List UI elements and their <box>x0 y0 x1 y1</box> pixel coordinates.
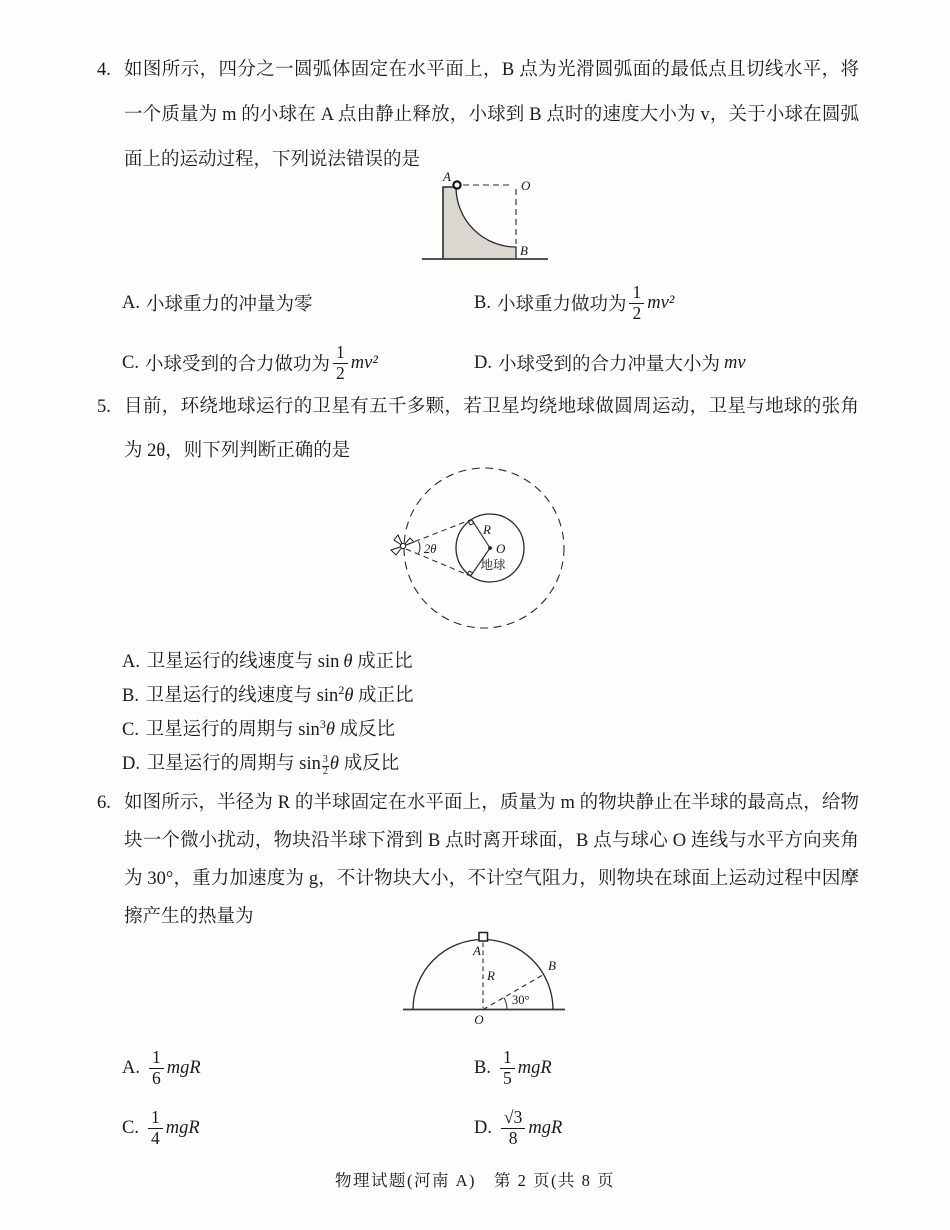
option-label: C. <box>122 720 139 740</box>
exponent-fraction: $\frac{3}{2}$ <box>322 754 328 777</box>
q5-option-a: A. 卫星运行的线速度与 sin θ 成正比 <box>122 652 413 672</box>
question-6 <box>97 784 859 936</box>
formula: mv² <box>647 292 675 313</box>
radius-label: R <box>483 522 491 537</box>
point-label-a: A <box>473 943 481 958</box>
question-5-number: 5. <box>97 397 111 417</box>
question-4-text: 如图所示，四分之一圆弧体固定在水平面上，B 点为光滑圆弧面的最低点且切线水平，将一个质量为 m 的小球在 A 点由静止释放，小球到 B 点时的速度大小为 v，关于小球在圆弧面上的运动过程，下列说法错误的是 <box>124 60 859 170</box>
fraction: $\frac{√3}{8}$ <box>501 1108 525 1148</box>
radius-label: R <box>487 968 495 983</box>
fraction: $\frac{1}{5}$ <box>500 1048 515 1088</box>
earth-label: 地球 <box>480 558 506 572</box>
q6-hemisphere-diagram <box>380 925 610 1040</box>
option-text: 卫星运行的周期与 sin <box>146 754 321 774</box>
option-label: D. <box>474 352 492 373</box>
q4-options <box>122 277 746 389</box>
q6-option-a <box>122 1042 474 1094</box>
fraction: $\frac{1}{2}$ <box>629 283 644 323</box>
point-label-b: B <box>548 958 556 973</box>
q5-satellite-orbit-diagram <box>380 460 580 645</box>
question-6-text: 如图所示，半径为 R 的半球固定在水平面上，质量为 m 的物块静止在半球的最高点，给物块一个微小扰动，物块沿半球下滑到 B 点时离开球面，B 点与球心 O 连线与水平方向夹角为 30°，重力加速度为 g，不计物块大小，不计空气阻力，则物块在球面上运动过程中因摩擦产生的热量为 <box>124 793 859 927</box>
q5-option-d: D. 卫星运行的周期与 sin $\frac{3}{2}$ θ 成反比 <box>122 754 400 777</box>
center-label: O <box>496 541 506 556</box>
q6-option-d <box>474 1102 562 1154</box>
formula: mgR <box>528 1117 563 1138</box>
option-label: C. <box>122 1117 139 1138</box>
formula: mgR <box>166 1057 201 1078</box>
option-label: D. <box>474 1117 492 1138</box>
fraction: $\frac{1}{2}$ <box>333 343 348 383</box>
fraction: $\frac{1}{6}$ <box>149 1048 164 1088</box>
option-label: D. <box>122 754 140 774</box>
question-5-text: 目前，环绕地球运行的卫星有五千多颗，若卫星均绕地球做圆周运动，卫星与地球的张角为 2θ，则下列判断正确的是 <box>124 397 859 461</box>
option-text: 小球重力的冲量为零 <box>146 295 313 315</box>
angle-arc <box>504 998 507 1010</box>
formula: mgR <box>517 1057 552 1078</box>
option-label: B. <box>474 1057 491 1078</box>
satellite-icon <box>391 535 414 555</box>
center-label: O <box>474 1012 484 1027</box>
page-footer: 物理试题(河南 A) 第 2 页(共 8 页 <box>334 1171 616 1190</box>
angle-label: 30° <box>512 993 530 1007</box>
q5-option-b: B. 卫星运行的线速度与 $\sin^2\theta$ 成正比 <box>122 683 414 706</box>
q4-option-a <box>122 277 474 329</box>
ball-icon <box>453 181 460 188</box>
q4-quarter-arc-diagram <box>420 160 600 285</box>
option-text: 小球受到的合力冲量大小为 <box>498 355 721 375</box>
angle-label: 2θ <box>424 542 437 556</box>
q5-options <box>122 645 414 781</box>
formula: mv² <box>350 352 378 373</box>
option-text: 小球受到的合力做功为 <box>144 355 330 375</box>
question-4-number: 4. <box>97 60 111 80</box>
option-label: B. <box>474 292 491 313</box>
q5-option-c: C. 卫星运行的周期与 $\sin^3\theta$ 成反比 <box>122 717 396 740</box>
option-label: C. <box>122 352 139 373</box>
formula: mv <box>724 352 746 373</box>
option-text: 卫星运行的周期与 sin <box>145 720 320 740</box>
q4-option-c <box>122 337 474 389</box>
option-text: 卫星运行的线速度与 sin <box>146 652 340 672</box>
q6-options <box>122 1042 562 1154</box>
fraction: $\frac{1}{4}$ <box>148 1108 163 1148</box>
option-text: 小球重力做功为 <box>496 295 627 315</box>
angle-arc <box>419 542 420 554</box>
q6-option-c <box>122 1102 474 1154</box>
point-label-b: B <box>520 243 528 258</box>
option-label: A. <box>122 1057 140 1078</box>
q4-option-b <box>474 277 746 329</box>
block-icon <box>479 933 488 942</box>
formula: mgR <box>165 1117 200 1138</box>
point-label-a: A <box>443 169 451 184</box>
option-label: A. <box>122 292 140 313</box>
q6-option-b <box>474 1042 562 1094</box>
option-text: 卫星运行的线速度与 sin <box>145 686 339 706</box>
option-label: A. <box>122 652 140 672</box>
right-angle-mark <box>467 571 473 576</box>
option-label: B. <box>122 686 139 706</box>
point-label-o: O <box>521 178 531 193</box>
question-6-number: 6. <box>97 793 111 813</box>
q4-option-d <box>474 337 746 389</box>
